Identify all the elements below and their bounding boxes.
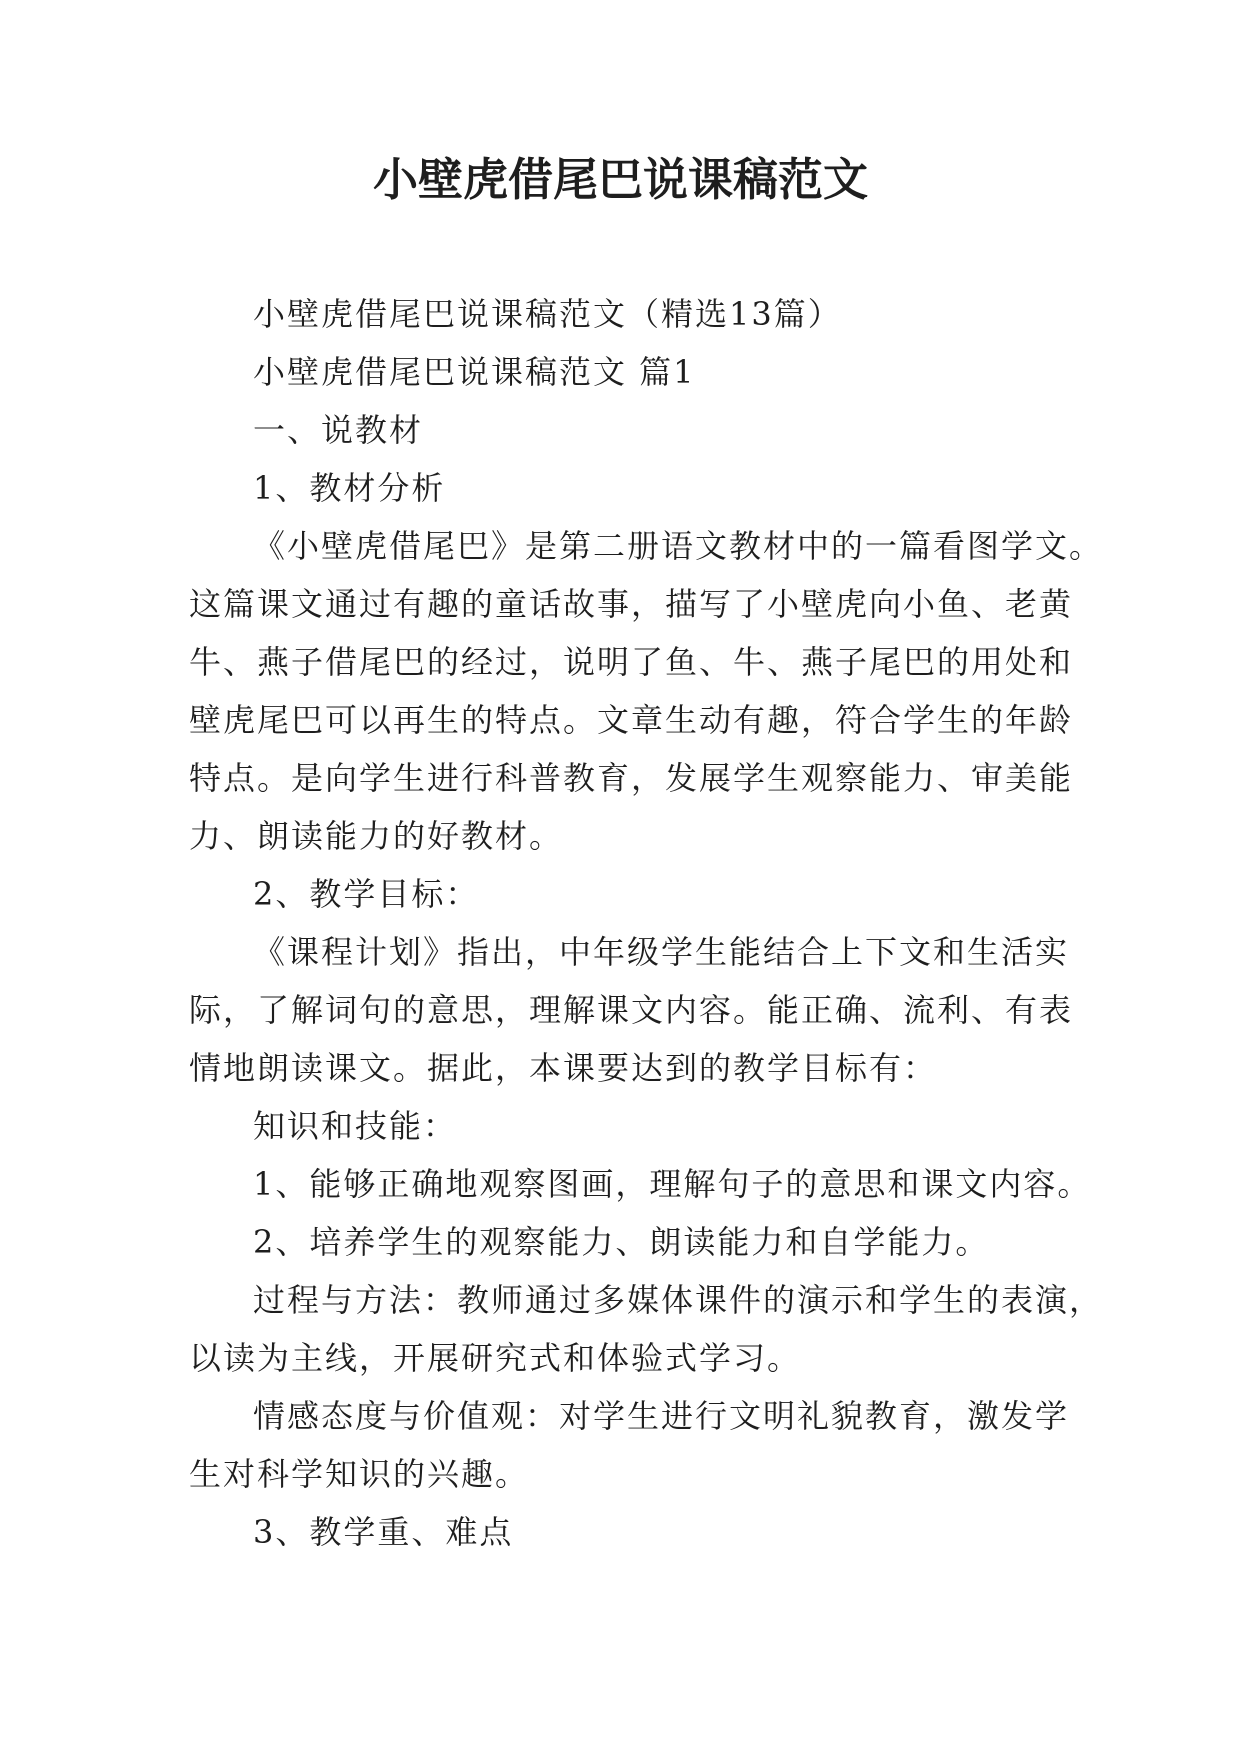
paragraph-line: 情感态度与价值观：对学生进行文明礼貌教育，激发学 [253,1397,1070,1435]
paragraph-line: 生对科学知识的兴趣。 [189,1455,530,1493]
paragraph-line: 特点。是向学生进行科普教育，发展学生观察能力、审美能 [189,759,1074,797]
section-heading-line: 小壁虎借尾巴说课稿范文 篇1 [253,353,696,391]
paragraph-line: 牛、燕子借尾巴的经过，说明了鱼、牛、燕子尾巴的用处和 [189,643,1074,681]
paragraph-line: 这篇课文通过有趣的童话故事，描写了小壁虎向小鱼、老黄 [189,585,1074,623]
heading-line: 3、教学重、难点 [253,1513,514,1551]
paragraph-line: 《小壁虎借尾巴》是第二册语文教材中的一篇看图学文。 [253,527,1104,565]
paragraph-line: 以读为主线，开展研究式和体验式学习。 [189,1339,802,1377]
heading-line: 1、教材分析 [253,469,446,507]
heading-line: 一、说教材 [253,411,424,449]
paragraph-line: 《课程计划》指出，中年级学生能结合上下文和生活实 [253,933,1070,971]
subtitle-line: 小壁虎借尾巴说课稿范文（精选13篇） [253,295,842,333]
paragraph-line: 过程与方法：教师通过多媒体课件的演示和学生的表演， [253,1281,1104,1319]
list-item: 2、培养学生的观察能力、朗读能力和自学能力。 [253,1223,990,1261]
list-item: 1、能够正确地观察图画，理解句子的意思和课文内容。 [253,1165,1092,1203]
document-title: 小壁虎借尾巴说课稿范文 [372,153,868,206]
paragraph-line: 情地朗读课文。据此，本课要达到的教学目标有： [189,1049,938,1087]
paragraph-line: 壁虎尾巴可以再生的特点。文章生动有趣，符合学生的年龄 [189,701,1074,739]
heading-line: 知识和技能： [253,1107,458,1145]
paragraph-line: 力、朗读能力的好教材。 [189,817,564,855]
heading-line: 2、教学目标： [253,875,480,913]
paragraph-line: 际，了解词句的意思，理解课文内容。能正确、流利、有表 [189,991,1074,1029]
